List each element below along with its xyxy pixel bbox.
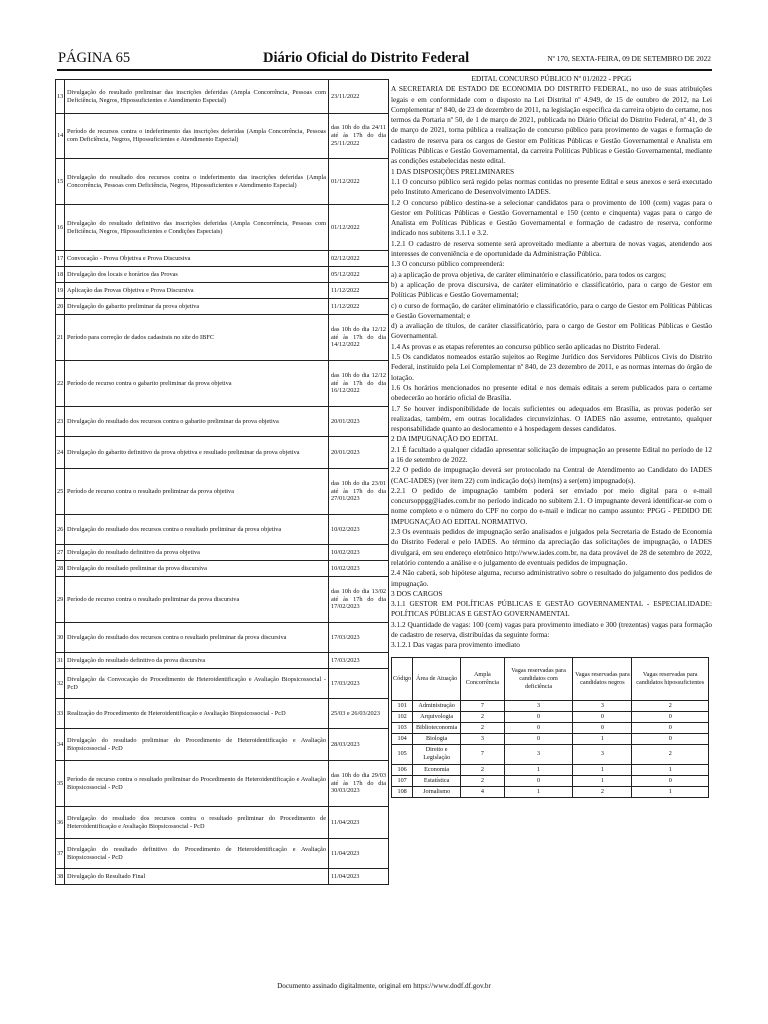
- vagas-cell: 7: [461, 744, 505, 764]
- row-date: 11/04/2023: [329, 839, 389, 869]
- schedule-row: [56, 315, 389, 361]
- edital-paragraph: 1.6 Os horários mencionados no presente edital e nos demais editais a serem publicados para o certame obedecerão ao horário oficial de Brasília.: [391, 382, 712, 403]
- schedule-row: [56, 729, 389, 761]
- row-event: Divulgação do resultado preliminar da prova discursiva: [65, 561, 329, 577]
- row-event: Período de recurso contra o gabarito preliminar da prova objetiva: [65, 361, 329, 407]
- schedule-row: [56, 283, 389, 299]
- row-date: 11/12/2022: [329, 283, 389, 299]
- vagas-cell: 107: [392, 775, 413, 786]
- row-date: 05/12/2022: [329, 267, 389, 283]
- schedule-row: [56, 839, 389, 869]
- row-number: 22: [56, 361, 65, 407]
- row-number: 29: [56, 577, 65, 623]
- row-number: 23: [56, 407, 65, 437]
- row-number: 19: [56, 283, 65, 299]
- edital-paragraph: 2.1 É facultado a qualquer cidadão apresentar solicitação de impugnação ao presente Edital no período de 12 a 16 de setembro de 2022.: [391, 444, 712, 464]
- row-number: 18: [56, 267, 65, 283]
- row-event: Divulgação do Resultado Final: [65, 869, 329, 885]
- vagas-cell: 104: [392, 733, 413, 744]
- vagas-header-cell: Vagas reservadas para candidatos com deficiência: [504, 657, 573, 700]
- vagas-cell: 102: [392, 711, 413, 722]
- row-date: 02/12/2022: [329, 251, 389, 267]
- row-date: 10/02/2023: [329, 545, 389, 561]
- row-number: 33: [56, 699, 65, 729]
- edital-paragraph: 2.2 O pedido de impugnação deverá ser protocolado na Central de Atendimento ao Candidato do IADES (CAC-IADES) (ver item 22) com indicação do(s) item(ns) a ser(em) impugnado(s).: [391, 465, 712, 485]
- row-number: 20: [56, 299, 65, 315]
- row-event: Convocação - Prova Objetiva e Prova Discursiva: [65, 251, 329, 267]
- edital-paragraph: b) a aplicação de prova discursiva, de caráter eliminatório e classificatório, para o cargo de Gestor em Políticas Públicas e Gestão Governamental;: [391, 279, 712, 300]
- edital-paragraph: 1.2.1 O cadastro de reserva somente será aproveitado mediante a abertura de novas vagas, atendendo aos interesses de conveniência e de oportunidade da Administração Pública.: [391, 238, 712, 259]
- vagas-cell: 0: [573, 711, 632, 722]
- row-number: 35: [56, 761, 65, 807]
- vagas-cell: 2: [632, 744, 709, 764]
- row-number: 37: [56, 839, 65, 869]
- vagas-cell: 0: [632, 722, 709, 733]
- row-event: Divulgação do resultado dos recursos contra o indeferimento das inscrições deferidas (Ampla Concorrência, Pessoas com Deficiência, Negros, Hipossuficientes e Atendimento Especial): [65, 159, 329, 205]
- vagas-cell: 2: [632, 700, 709, 711]
- row-event: Período de recurso contra o resultado preliminar da prova objetiva: [65, 469, 329, 515]
- row-event: Divulgação do resultado preliminar do Procedimento de Heteroidentificação e Avaliação Biopsicossocial - PcD: [65, 729, 329, 761]
- vagas-cell: 0: [504, 775, 573, 786]
- row-event: Divulgação dos locais e horários das Provas: [65, 267, 329, 283]
- row-event: Divulgação do resultado definitivo do Procedimento de Heteroidentificação e Avaliação Biopsicossocial - PcD: [65, 839, 329, 869]
- row-number: 25: [56, 469, 65, 515]
- vagas-cell: 1: [504, 764, 573, 775]
- schedule-row: [56, 545, 389, 561]
- row-number: 32: [56, 669, 65, 699]
- vagas-cell: Administração: [413, 700, 461, 711]
- vagas-cell: 2: [461, 722, 505, 733]
- vagas-cell: 7: [461, 700, 505, 711]
- schedule-row: [56, 114, 389, 159]
- edital-paragraph: 1.4 As provas e as etapas referentes ao concurso público serão aplicadas no Distrito Federal.: [391, 341, 661, 351]
- row-date: 11/04/2023: [329, 869, 389, 885]
- vagas-header-cell: Vagas reservadas para candidatos negros: [573, 657, 632, 700]
- vagas-cell: 3: [504, 700, 573, 711]
- row-date: 01/12/2022: [329, 205, 389, 251]
- row-event: Período de recurso contra o resultado preliminar do Procedimento de Heteroidentificação e Avaliação Biopsicossocial - PcD: [65, 761, 329, 807]
- row-date: 11/12/2022: [329, 299, 389, 315]
- schedule-row: [56, 669, 389, 699]
- vagas-cell: 3: [573, 744, 632, 764]
- row-number: 17: [56, 251, 65, 267]
- vagas-table: [391, 657, 709, 798]
- schedule-row: [56, 561, 389, 577]
- edital-paragraph: A SECRETARIA DE ESTADO DE ECONOMIA DO DISTRITO FEDERAL, no uso de suas atribuições legais e em conformidade com o disposto na Lei Distrital nº 4.949, de 15 de outubro de 2012, na Lei Complementar nº 840, de 23 de dezembro de 2011, na legislação específica da carreira objeto do certame, nos termos da Portaria nº 50, de 1 de março de 2021, publicada no Diário Oficial do Distrito Federal, nº 41, de 3 de março de 2021, torna pública a realização de concurso público para provimento de vagas e formação de cadastro de reserva para os cargos de Gestor em Políticas Públicas e Gestão Governamental e Analista em Políticas Públicas e Gestão Governamental, da carreira Políticas Públicas e Gestão Governamental, mediante as condições estabelecidas neste edital.: [391, 84, 712, 166]
- row-event: Divulgação do resultado preliminar das inscrições deferidas (Ampla Concorrência, Pessoas com Deficiência, Negros, Hipossuficientes e Atendimento Especial): [65, 80, 329, 114]
- row-date: 17/03/2023: [329, 653, 389, 669]
- edital-paragraph: 1.2 O concurso público destina-se a selecionar candidatos para o provimento de 100 (cem) vagas para o Gestor em Políticas Públicas e Gestão Governamental e 150 (cento e cinquenta) vagas para o cargo de Analista em Políticas Públicas e Gestão Governamental e formação de cadastro de reserva, conforme indicado nos subitens 3.1.1 e 3.2.: [391, 197, 712, 238]
- row-date: das 10h do dia 13/02 até às 17h do dia 17/02/2023: [329, 577, 389, 623]
- edital-body: [391, 84, 712, 650]
- vagas-cell: Estatística: [413, 775, 461, 786]
- row-date: 20/01/2023: [329, 437, 389, 469]
- row-date: das 10h do dia 24/11 até às 17h do dia 25/11/2022: [329, 114, 389, 159]
- vagas-row: [392, 775, 709, 786]
- edital-paragraph: 2.3 Os eventuais pedidos de impugnação serão analisados e julgados pela Secretaria de Estado de Economia do Distrito Federal e pelo IADES. Ao término da apreciação das solicitações de impugnação, o IADES divulgará, em seu endereço eletrônico http://www.iades.com.br, na data provável de 28 de setembro de 2022, relatório contendo a análise e o julgamento de eventuais pedidos de impugnação.: [391, 527, 712, 567]
- vagas-cell: 1: [632, 764, 709, 775]
- vagas-cell: 105: [392, 744, 413, 764]
- vagas-cell: Biologia: [413, 733, 461, 744]
- edital-paragraph: 1.1 O concurso público será regido pelas normas contidas no presente Edital e seus anexos e será executado pelo Instituto Americano de Desenvolvimento IADES.: [391, 176, 712, 197]
- schedule-row: [56, 299, 389, 315]
- page-number: PÁGINA 65: [58, 50, 131, 66]
- row-event: Realização do Procedimento de Heteroidentificação e Avaliação Biopsicossocial - PcD: [65, 699, 329, 729]
- vagas-cell: Economia: [413, 764, 461, 775]
- edital-paragraph: c) o curso de formação, de caráter eliminatório e classificatório, para o cargo de Gestor em Políticas Públicas e Gestão Governamental; e: [391, 300, 712, 320]
- row-date: 11/04/2023: [329, 807, 389, 839]
- vagas-cell: 1: [573, 733, 632, 744]
- schedule-row: [56, 869, 389, 885]
- schedule-row: [56, 251, 389, 267]
- edital-paragraph: 3.1.1 GESTOR EM POLÍTICAS PÚBLICAS E GESTÃO GOVERNAMENTAL - ESPECIALIDADE: POLÍTICAS PÚBLICAS E GESTÃO GOVERNAMENTAL: [391, 599, 712, 619]
- edital-paragraph: 1.5 Os candidatos nomeados estarão sujeitos ao Regime Jurídico dos Servidores Públicos Civis do Distrito Federal, instituído pela Lei Complementar nº 840, de 23 dezembro de 2011, e as normas internas do órgão de lotação.: [391, 352, 712, 382]
- row-date: 28/03/2023: [329, 729, 389, 761]
- vagas-header-cell: Código: [392, 657, 413, 700]
- row-date: 10/02/2023: [329, 515, 389, 545]
- vagas-cell: 101: [392, 700, 413, 711]
- schedule-row: [56, 437, 389, 469]
- vagas-cell: 3: [504, 744, 573, 764]
- vagas-cell: 2: [461, 711, 505, 722]
- vagas-header-cell: Vagas reservadas para candidatos hipossuficientes: [632, 657, 709, 700]
- vagas-cell: 0: [504, 722, 573, 733]
- vagas-cell: 4: [461, 786, 505, 797]
- row-event: Período para correção de dados cadastrais no site do IBFC: [65, 315, 329, 361]
- row-event: Divulgação do resultado definitivo das inscrições deferidas (Ampla Concorrência, Pessoas com Deficiência, Negros, Hipossuficientes e Condições Especiais): [65, 205, 329, 251]
- row-number: 24: [56, 437, 65, 469]
- row-date: 25/03 e 26/03/2023: [329, 699, 389, 729]
- row-number: 21: [56, 315, 65, 361]
- row-date: 01/12/2022: [329, 159, 389, 205]
- vagas-cell: 2: [461, 764, 505, 775]
- row-event: Divulgação do resultado definitivo da prova discursiva: [65, 653, 329, 669]
- schedule-row: [56, 699, 389, 729]
- edital-column: [391, 74, 712, 798]
- edital-paragraph: 3.1.2.1 Das vagas para provimento imediato: [391, 640, 520, 650]
- schedule-row: [56, 267, 389, 283]
- row-number: 28: [56, 561, 65, 577]
- row-event: Divulgação do resultado dos recursos contra o resultado preliminar da prova discursiva: [65, 623, 329, 653]
- vagas-cell: 3: [461, 733, 505, 744]
- schedule-row: [56, 80, 389, 114]
- vagas-cell: 1: [632, 786, 709, 797]
- row-event: Aplicação das Provas Objetiva e Prova Discursiva: [65, 283, 329, 299]
- row-event: Divulgação do gabarito preliminar da prova objetiva: [65, 299, 329, 315]
- row-number: 36: [56, 807, 65, 839]
- vagas-cell: 108: [392, 786, 413, 797]
- row-number: 26: [56, 515, 65, 545]
- row-date: das 10h do dia 29/03 até às 17h do dia 30/03/2023: [329, 761, 389, 807]
- vagas-row: [392, 733, 709, 744]
- edital-paragraph: 3.1.2 Quantidade de vagas: 100 (cem) vagas para provimento imediato e 300 (trezentas) vagas para formação de cadastro de reserva, distribuídas da seguinte forma:: [391, 619, 712, 640]
- schedule-row: [56, 159, 389, 205]
- row-number: 27: [56, 545, 65, 561]
- row-number: 30: [56, 623, 65, 653]
- row-event: Divulgação do gabarito definitivo da prova objetiva e resultado preliminar da prova objetiva: [65, 437, 329, 469]
- row-date: 23/11/2022: [329, 80, 389, 114]
- row-date: das 10h do dia 23/01 até às 17h do dia 27/01/2023: [329, 469, 389, 515]
- vagas-cell: 0: [632, 733, 709, 744]
- vagas-cell: Biblioteconomia: [413, 722, 461, 733]
- edital-paragraph: 1.7 Se houver indisponibilidade de locais suficientes ou adequados em Brasília, as provas poderão ser realizadas, também, em outras localidades circunvizinhas. O IADES não assume, entretanto, qualquer responsabilidade quanto ao deslocamento e à hospedagem desses candidatos.: [391, 403, 712, 434]
- schedule-row: [56, 205, 389, 251]
- row-event: Divulgação do resultado dos recursos contra o resultado preliminar da prova objetiva: [65, 515, 329, 545]
- publication-title: Diário Oficial do Distrito Federal: [263, 50, 470, 66]
- row-event: Período de recursos contra o indeferimento das inscrições deferidas (Ampla Concorrência, Pessoas com Deficiência, Negros, Hipossuficientes e Atendimento Especial): [65, 114, 329, 159]
- row-event: Divulgação da Convocação do Procedimento de Heteroidentificação e Avaliação Biopsicossocial - PcD: [65, 669, 329, 699]
- issue-date: Nº 170, SEXTA-FEIRA, 09 DE SETEMBRO DE 2022: [547, 54, 711, 63]
- schedule-table: [55, 79, 389, 885]
- schedule-row: [56, 361, 389, 407]
- edital-paragraph: d) a avaliação de títulos, de caráter classificatório, para o cargo de Gestor em Políticas Públicas e Gestão Governamental.: [391, 321, 712, 341]
- vagas-cell: 1: [573, 764, 632, 775]
- schedule-row: [56, 653, 389, 669]
- row-number: 31: [56, 653, 65, 669]
- row-number: 34: [56, 729, 65, 761]
- vagas-cell: 3: [573, 700, 632, 711]
- row-event: Período de recurso contra o resultado preliminar da prova discursiva: [65, 577, 329, 623]
- vagas-cell: 2: [573, 786, 632, 797]
- edital-paragraph: 1 DAS DISPOSIÇÕES PRELIMINARES: [391, 166, 515, 176]
- schedule-row: [56, 807, 389, 839]
- vagas-row: [392, 722, 709, 733]
- edital-paragraph: 2.2.1 O pedido de impugnação também poderá ser enviado por meio digital para o e-mail concursoppgg@iades.com.br no período indicado no subitem 2.1. O impugnante deverá identificar-se com o nome completo e o número do CPF no corpo do e-mail e indicar no campo assunto: PPGG - PEDIDO DE IMPUGNAÇÃO AO EDITAL NORMATIVO.: [391, 485, 712, 526]
- row-date: 17/03/2023: [329, 623, 389, 653]
- schedule-row: [56, 469, 389, 515]
- page-header: [58, 50, 711, 68]
- row-event: Divulgação do resultado dos recursos contra o resultado preliminar do Procedimento de Heteroidentificação e Avaliação Biopsicossocial - PcD: [65, 807, 329, 839]
- edital-paragraph: 3 DOS CARGOS: [391, 588, 443, 598]
- vagas-row: [392, 700, 709, 711]
- vagas-cell: 106: [392, 764, 413, 775]
- edital-paragraph: 2 DA IMPUGNAÇÃO DO EDITAL: [391, 434, 498, 444]
- schedule-row: [56, 623, 389, 653]
- vagas-cell: 1: [573, 775, 632, 786]
- vagas-row: [392, 786, 709, 797]
- vagas-header-cell: Ampla Concorrência: [461, 657, 505, 700]
- row-number: 14: [56, 114, 65, 159]
- row-date: das 10h do dia 12/12 até às 17h do dia 16/12/2022: [329, 361, 389, 407]
- schedule-row: [56, 515, 389, 545]
- edital-paragraph: 1.3 O concurso público compreenderá:: [391, 259, 505, 269]
- vagas-cell: Direito e Legislação: [413, 744, 461, 764]
- edital-paragraph: 2.4 Não caberá, sob hipótese alguma, recurso administrativo sobre o resultado do julgamento dos pedidos de impugnação.: [391, 568, 712, 588]
- vagas-header-cell: Área de Atuação: [413, 657, 461, 700]
- vagas-cell: Arquivologia: [413, 711, 461, 722]
- edital-title: EDITAL CONCURSO PÚBLICO Nº 01/2022 - PPGG: [471, 74, 632, 83]
- row-date: 10/02/2023: [329, 561, 389, 577]
- row-number: 38: [56, 869, 65, 885]
- vagas-cell: 0: [632, 711, 709, 722]
- header-rule: [57, 69, 712, 71]
- row-event: Divulgação do resultado definitivo da prova objetiva: [65, 545, 329, 561]
- row-date: 20/01/2023: [329, 407, 389, 437]
- row-number: 13: [56, 80, 65, 114]
- schedule-row: [56, 577, 389, 623]
- schedule-row: [56, 761, 389, 807]
- vagas-cell: 103: [392, 722, 413, 733]
- vagas-row: [392, 764, 709, 775]
- vagas-row: [392, 744, 709, 764]
- row-date: das 10h do dia 12/12 até às 17h do dia 14/12/2022: [329, 315, 389, 361]
- row-event: Divulgação do resultado dos recursos contra o gabarito preliminar da prova objetiva: [65, 407, 329, 437]
- vagas-cell: 0: [573, 722, 632, 733]
- edital-paragraph: a) a aplicação de prova objetiva, de caráter eliminatório e classificatório, para todos os cargos;: [391, 269, 667, 279]
- vagas-cell: 2: [461, 775, 505, 786]
- vagas-cell: 0: [504, 733, 573, 744]
- vagas-row: [392, 711, 709, 722]
- row-number: 15: [56, 159, 65, 205]
- vagas-cell: 0: [632, 775, 709, 786]
- row-date: 17/03/2023: [329, 669, 389, 699]
- schedule-row: [56, 407, 389, 437]
- row-number: 16: [56, 205, 65, 251]
- schedule-column: [55, 79, 389, 885]
- vagas-cell: 0: [504, 711, 573, 722]
- page-footer: Documento assinado digitalmente, original em https://www.dodf.df.gov.br: [277, 982, 491, 990]
- vagas-cell: Jornalismo: [413, 786, 461, 797]
- vagas-cell: 1: [504, 786, 573, 797]
